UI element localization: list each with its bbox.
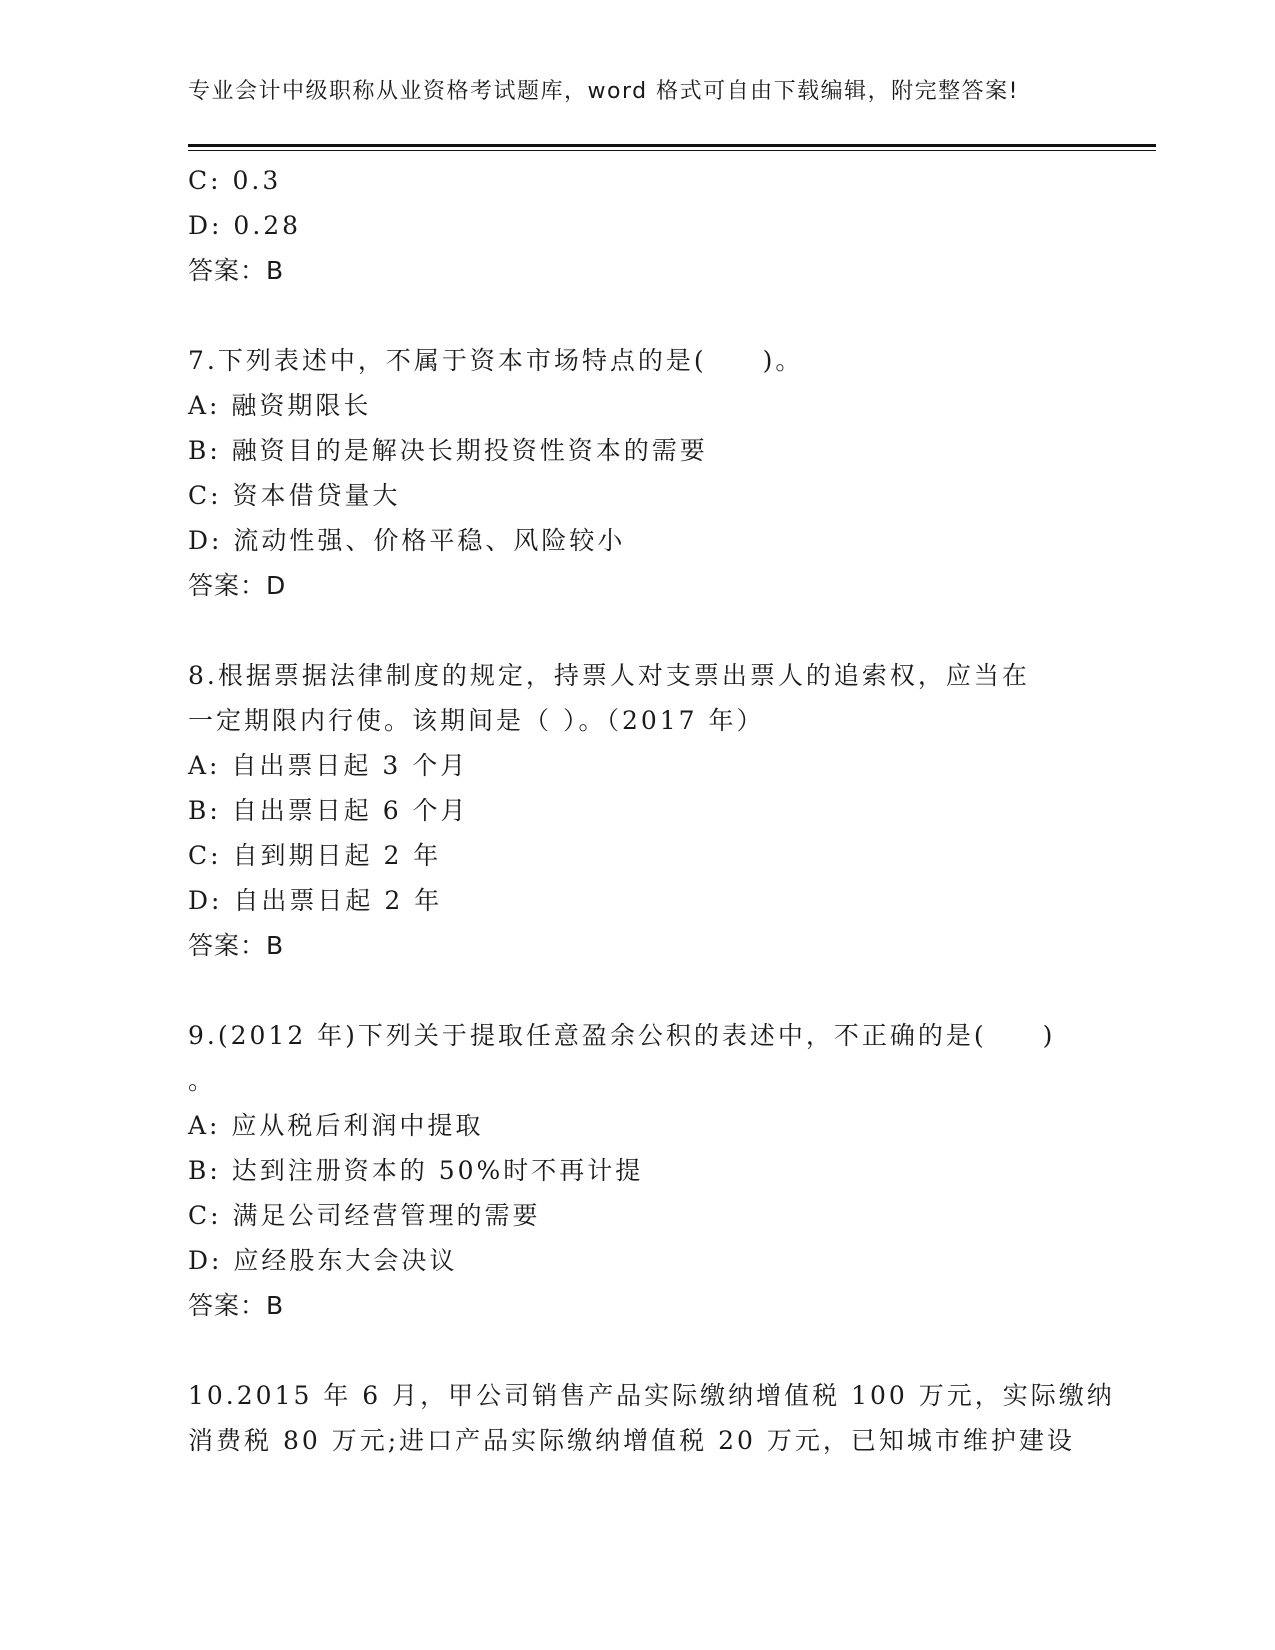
option-b: B: 达到注册资本的 50%时不再计提 <box>188 1156 644 1185</box>
option-c: C: 资本借贷量大 <box>188 481 401 510</box>
option-c: C: 自到期日起 2 年 <box>188 841 442 870</box>
option-c: C: 满足公司经营管理的需要 <box>188 1201 541 1230</box>
answer-line: 答案：D <box>188 571 287 600</box>
question-text-continued: 消费税 80 万元;进口产品实际缴纳增值税 20 万元，已知城市维护建设 <box>188 1426 1075 1455</box>
carryover-question <box>188 158 1088 293</box>
option-b: B: 自出票日起 6 个月 <box>188 796 469 825</box>
answer-line: 答案：B <box>188 256 285 285</box>
question-8 <box>188 653 1088 968</box>
page-header: 专业会计中级职称从业资格考试题库，word 格式可自由下载编辑，附完整答案! <box>188 79 1019 104</box>
option-c: C: 0.3 <box>188 166 282 195</box>
question-text: 10.2015 年 6 月，甲公司销售产品实际缴纳增值税 100 万元，实际缴纳 <box>188 1381 1115 1410</box>
header-rule-thin <box>188 150 1156 151</box>
header-rule <box>188 144 1156 147</box>
question-text-continued: 。 <box>188 1066 217 1095</box>
option-d: D: 应经股东大会决议 <box>188 1246 458 1275</box>
question-text-continued: 一定期限内行使。该期间是（ ）。（2017 年） <box>188 706 765 735</box>
question-10 <box>188 1373 1115 1463</box>
answer-line: 答案：B <box>188 1291 285 1320</box>
option-a: A: 应从税后利润中提取 <box>188 1111 484 1140</box>
document-body <box>188 158 1115 1463</box>
option-d: D: 自出票日起 2 年 <box>188 886 443 915</box>
question-7 <box>188 338 1088 608</box>
option-d: D: 0.28 <box>188 211 302 240</box>
answer-line: 答案：B <box>188 931 285 960</box>
option-b: B: 融资目的是解决长期投资性资本的需要 <box>188 436 708 465</box>
question-9 <box>188 1013 1088 1328</box>
option-a: A: 融资期限长 <box>188 391 372 420</box>
option-a: A: 自出票日起 3 个月 <box>188 751 469 780</box>
question-text: 8.根据票据法律制度的规定，持票人对支票出票人的追索权，应当在 <box>188 661 1030 690</box>
option-d: D: 流动性强、价格平稳、风险较小 <box>188 526 626 555</box>
question-text: 7.下列表述中，不属于资本市场特点的是( )。 <box>188 346 804 375</box>
question-text: 9.(2012 年)下列关于提取任意盈余公积的表述中，不正确的是( ) <box>188 1021 1056 1050</box>
